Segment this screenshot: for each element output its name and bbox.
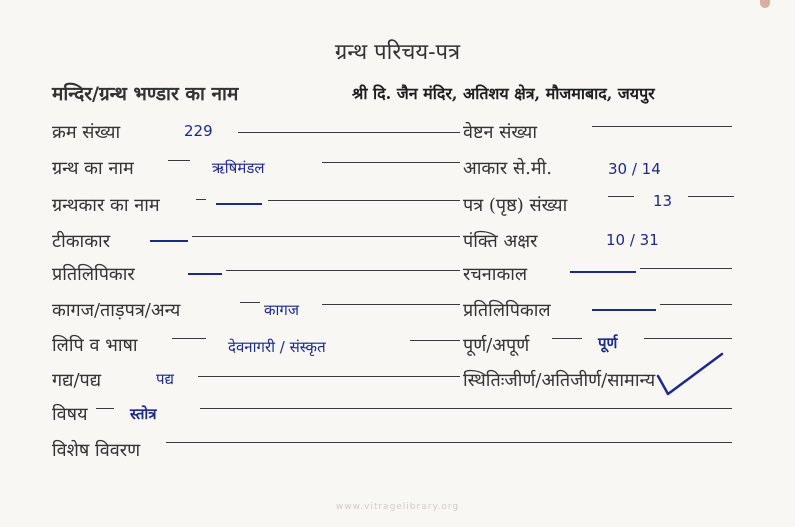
gadya-padya-line xyxy=(198,376,460,377)
purn-line-b xyxy=(644,338,732,339)
lipi-bhasha-label: लिपि व भाषा xyxy=(52,335,138,356)
granth-naam-label: ग्रन्थ का नाम xyxy=(52,158,134,179)
corner-mark xyxy=(760,0,770,8)
aakar-label: आकार से.मी. xyxy=(463,158,553,179)
bhandar-name-label: मन्दिर/ग्रन्थ भण्डार का नाम xyxy=(52,83,239,105)
granthkar-line-a xyxy=(196,199,206,200)
vishesh-vivaran-line xyxy=(166,442,732,443)
granthkar-line-b xyxy=(268,200,460,201)
pratilipikal-line xyxy=(660,304,732,305)
vishay-value: स्तोत्र xyxy=(130,405,157,423)
kagaj-line-a xyxy=(240,302,260,303)
vishay-line-b xyxy=(200,408,732,409)
teekakar-label: टीकाकार xyxy=(52,231,111,252)
vishay-label: विषय xyxy=(52,404,88,425)
pratilipikar-label: प्रतिलिपिकार xyxy=(52,264,135,285)
lipi-line-a xyxy=(172,338,206,339)
purn-value: पूर्ण xyxy=(598,334,618,352)
rachnakal-label: रचनाकाल xyxy=(463,264,528,285)
lipi-line-b xyxy=(410,340,460,341)
library-watermark: www.vitragelibrary.org xyxy=(335,502,460,512)
bhandar-name-value: श्री दि. जैन मंदिर, अतिशय क्षेत्र, मौजमाबाद, जयपुर xyxy=(352,84,655,103)
kram-sankhya-line xyxy=(238,132,460,133)
kram-sankhya-value: 229 xyxy=(184,122,213,140)
vishesh-vivaran-label: विशेष विवरण xyxy=(52,440,141,461)
veshtan-sankhya-line xyxy=(592,126,732,127)
gadya-padya-value: पद्य xyxy=(156,370,174,388)
patra-line-a xyxy=(608,196,634,197)
sthiti-label: स्थितिःजीर्ण/अतिजीर्ण/सामान्य xyxy=(463,370,656,391)
granth-naam-line-a xyxy=(168,160,190,161)
granth-naam-value: ऋषिमंडल xyxy=(212,159,265,177)
granthkar-dash xyxy=(216,203,262,205)
vishay-line-a xyxy=(96,408,114,409)
teekakar-line xyxy=(192,236,460,237)
patra-sankhya-value: 13 xyxy=(653,192,673,210)
pankti-akshar-value: 10 / 31 xyxy=(606,231,659,249)
kagaj-label: कागज/ताड़पत्र/अन्य xyxy=(52,300,181,321)
granthkar-label: ग्रन्थकार का नाम xyxy=(52,195,160,216)
kagaj-line-b xyxy=(322,304,460,305)
veshtan-sankhya-label: वेष्टन संख्या xyxy=(463,122,538,143)
purn-line-a xyxy=(552,338,582,339)
patra-line-b xyxy=(688,196,734,197)
pratilipikar-line xyxy=(226,270,460,271)
rachnakal-line xyxy=(640,268,732,269)
kram-sankhya-label: क्रम संख्या xyxy=(52,122,121,143)
patra-sankhya-label: पत्र (पृष्ठ) संख्या xyxy=(463,195,568,216)
lipi-bhasha-value: देवनागरी / संस्कृत xyxy=(228,338,326,356)
gadya-padya-label: गद्य/पद्य xyxy=(52,370,102,391)
pratilipikar-dash xyxy=(188,273,222,275)
kagaj-value: कागज xyxy=(264,301,299,319)
teekakar-dash xyxy=(150,240,188,242)
aakar-value: 30 / 14 xyxy=(608,160,661,178)
purn-apurn-label: पूर्ण/अपूर्ण xyxy=(463,335,530,356)
samanya-check-icon xyxy=(656,350,724,398)
form-title: ग्रन्थ परिचय-पत्र xyxy=(334,40,461,65)
pankti-akshar-label: पंक्ति अक्षर xyxy=(463,231,538,252)
rachnakal-dash xyxy=(570,271,636,273)
pratilipikal-label: प्रतिलिपिकाल xyxy=(463,300,551,321)
granth-naam-line-b xyxy=(322,162,460,163)
pratilipikal-dash xyxy=(592,309,656,311)
